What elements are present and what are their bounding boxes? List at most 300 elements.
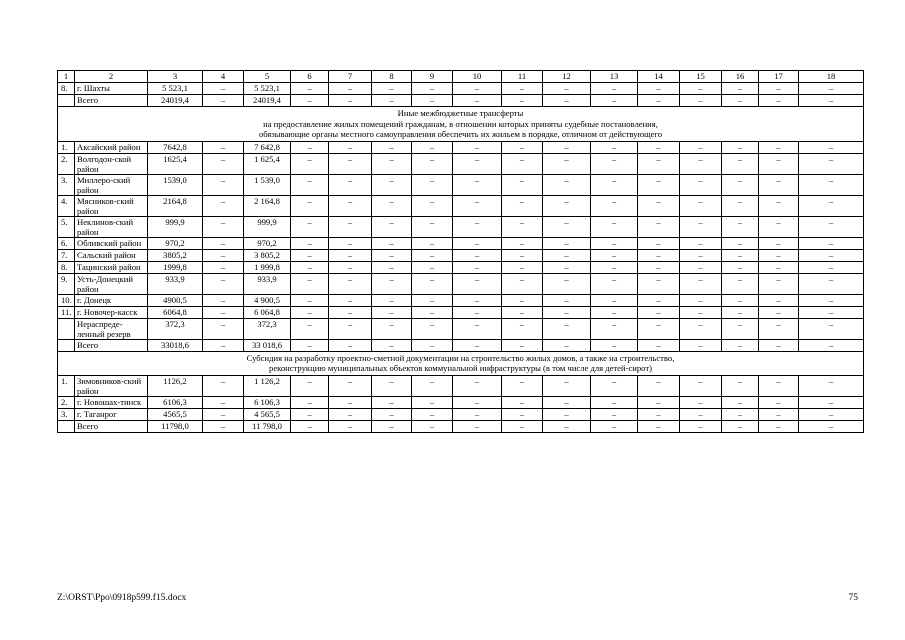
cell-dash: – — [638, 294, 680, 306]
header-cell: 8 — [372, 71, 412, 83]
cell-col4: – — [203, 83, 244, 95]
cell-dash: – — [680, 153, 722, 174]
cell-dash: – — [412, 141, 453, 153]
cell-dash: – — [799, 153, 864, 174]
cell-dash: – — [453, 318, 502, 339]
cell-dash: – — [799, 174, 864, 195]
cell-dash: – — [291, 153, 329, 174]
cell-dash: – — [680, 420, 722, 432]
cell-dash: – — [502, 306, 543, 318]
cell-dash: – — [412, 318, 453, 339]
cell-dash: – — [329, 141, 372, 153]
cell-col4: – — [203, 396, 244, 408]
row-number: 2. — [58, 396, 75, 408]
cell-dash: – — [502, 249, 543, 261]
cell-dash: – — [372, 261, 412, 273]
cell-col5: 3 805,2 — [244, 249, 291, 261]
row-name: Всего — [75, 339, 148, 351]
cell-dash: – — [638, 408, 680, 420]
cell-dash: – — [329, 273, 372, 294]
table-row — [58, 261, 864, 273]
cell-dash: – — [412, 408, 453, 420]
cell-dash: – — [329, 216, 372, 237]
cell-dash: – — [722, 216, 759, 237]
cell-dash: – — [799, 95, 864, 107]
cell-col5: 999,9 — [244, 216, 291, 237]
row-number: 7. — [58, 249, 75, 261]
cell-dash: – — [722, 273, 759, 294]
cell-dash: – — [372, 195, 412, 216]
cell-dash: – — [722, 174, 759, 195]
header-cell: 16 — [722, 71, 759, 83]
cell-dash: – — [591, 216, 638, 237]
header-cell: 4 — [203, 71, 244, 83]
table-row — [58, 339, 864, 351]
cell-dash: – — [591, 153, 638, 174]
cell-dash: – — [722, 339, 759, 351]
cell-dash: – — [722, 375, 759, 396]
cell-dash: – — [412, 396, 453, 408]
cell-dash: – — [591, 141, 638, 153]
cell-dash: – — [591, 420, 638, 432]
cell-dash: – — [799, 141, 864, 153]
cell-col5: 1 625,4 — [244, 153, 291, 174]
cell-dash: – — [638, 420, 680, 432]
cell-dash: – — [799, 195, 864, 216]
cell-dash: – — [372, 237, 412, 249]
cell-col4: – — [203, 141, 244, 153]
cell-dash: – — [329, 261, 372, 273]
cell-dash: – — [680, 318, 722, 339]
cell-dash: – — [372, 339, 412, 351]
cell-col4: – — [203, 216, 244, 237]
header-cell: 17 — [759, 71, 799, 83]
cell-dash: – — [759, 339, 799, 351]
cell-dash: – — [759, 294, 799, 306]
cell-dash: – — [502, 408, 543, 420]
cell-dash: – — [543, 95, 591, 107]
cell-col4: – — [203, 294, 244, 306]
cell-dash: – — [329, 153, 372, 174]
cell-dash: – — [291, 195, 329, 216]
cell-dash: – — [759, 153, 799, 174]
cell-dash: – — [680, 174, 722, 195]
cell-dash: – — [502, 339, 543, 351]
cell-dash: – — [799, 339, 864, 351]
cell-dash: – — [291, 396, 329, 408]
cell-dash: – — [502, 420, 543, 432]
cell-dash: – — [372, 95, 412, 107]
header-cell: 2 — [75, 71, 148, 83]
table-row — [58, 216, 864, 237]
cell-dash: – — [412, 294, 453, 306]
cell-dash: – — [372, 141, 412, 153]
cell-col4: – — [203, 174, 244, 195]
row-number: 5. — [58, 216, 75, 237]
cell-dash: – — [680, 396, 722, 408]
row-number: 3. — [58, 174, 75, 195]
cell-dash: – — [759, 249, 799, 261]
section-title: Иные межбюджетные трансферты на предоставление жилых помещений гражданам, в отношении которых приняты судебные постановления, обязывающие органы местного самоуправления обеспечить их жильем в порядке, отличном от действующего — [58, 107, 864, 142]
cell-dash: – — [591, 174, 638, 195]
row-name: г. Новошах-тинск — [75, 396, 148, 408]
row-number: 4. — [58, 195, 75, 216]
row-number: 1. — [58, 375, 75, 396]
cell-dash: – — [372, 153, 412, 174]
cell-dash: – — [502, 261, 543, 273]
cell-dash: – — [502, 153, 543, 174]
cell-dash: – — [453, 237, 502, 249]
table-row — [58, 83, 864, 95]
cell-dash: – — [680, 408, 722, 420]
cell-dash: – — [502, 318, 543, 339]
cell-dash: – — [543, 339, 591, 351]
budget-table — [57, 70, 864, 433]
row-name: Нераспреде-ленный резерв — [75, 318, 148, 339]
table-row — [58, 141, 864, 153]
table-row — [58, 237, 864, 249]
cell-col5: 1 126,2 — [244, 375, 291, 396]
cell-dash: – — [759, 375, 799, 396]
table-row — [58, 306, 864, 318]
cell-dash: – — [759, 408, 799, 420]
footer-file-path: Z:\ORST\Ppo\0918p599.f15.docx — [57, 593, 187, 603]
cell-dash: – — [759, 174, 799, 195]
cell-col3: 5 523,1 — [148, 83, 203, 95]
row-name: г. Донецк — [75, 294, 148, 306]
cell-dash: – — [680, 249, 722, 261]
cell-dash: – — [502, 141, 543, 153]
cell-dash: – — [329, 306, 372, 318]
cell-dash: – — [680, 83, 722, 95]
cell-dash: – — [638, 375, 680, 396]
cell-dash: – — [638, 174, 680, 195]
cell-col5: 6 064,8 — [244, 306, 291, 318]
cell-dash: – — [680, 237, 722, 249]
cell-dash: – — [329, 408, 372, 420]
cell-dash: – — [543, 294, 591, 306]
cell-dash: – — [638, 83, 680, 95]
cell-dash: – — [638, 261, 680, 273]
table-body — [58, 71, 864, 433]
cell-dash: – — [543, 141, 591, 153]
cell-dash: – — [329, 318, 372, 339]
cell-dash: – — [722, 261, 759, 273]
cell-dash: – — [799, 306, 864, 318]
cell-dash: – — [453, 195, 502, 216]
cell-dash: – — [329, 420, 372, 432]
cell-col3: 3805,2 — [148, 249, 203, 261]
cell-dash: – — [722, 95, 759, 107]
cell-dash: – — [543, 306, 591, 318]
cell-dash: – — [412, 216, 453, 237]
cell-dash: – — [638, 95, 680, 107]
row-name: Миллеро-ский район — [75, 174, 148, 195]
cell-dash: – — [502, 195, 543, 216]
cell-dash: – — [591, 83, 638, 95]
cell-dash: – — [372, 375, 412, 396]
cell-dash: – — [759, 83, 799, 95]
cell-dash: – — [291, 339, 329, 351]
header-cell: 15 — [680, 71, 722, 83]
cell-dash: – — [759, 216, 799, 237]
header-cell: 9 — [412, 71, 453, 83]
cell-dash: – — [543, 420, 591, 432]
cell-dash: – — [291, 306, 329, 318]
header-cell: 1 — [58, 71, 75, 83]
row-name: Неклинов-ский район — [75, 216, 148, 237]
cell-dash: – — [591, 408, 638, 420]
cell-dash: – — [759, 141, 799, 153]
cell-dash: – — [412, 375, 453, 396]
cell-col3: 4565,5 — [148, 408, 203, 420]
cell-dash: – — [638, 153, 680, 174]
cell-col4: – — [203, 375, 244, 396]
cell-dash: – — [638, 249, 680, 261]
cell-dash: – — [638, 306, 680, 318]
row-number: 9. — [58, 273, 75, 294]
cell-dash: – — [722, 237, 759, 249]
table-row — [58, 174, 864, 195]
cell-dash: – — [502, 237, 543, 249]
cell-dash: – — [680, 216, 722, 237]
cell-col4: – — [203, 195, 244, 216]
cell-dash: – — [722, 318, 759, 339]
cell-dash: – — [329, 174, 372, 195]
cell-col3: 372,3 — [148, 318, 203, 339]
cell-dash: – — [638, 237, 680, 249]
cell-dash: – — [722, 153, 759, 174]
cell-dash: – — [291, 261, 329, 273]
cell-dash: – — [759, 237, 799, 249]
cell-dash: – — [543, 174, 591, 195]
cell-dash: – — [759, 396, 799, 408]
cell-col3: 6106,3 — [148, 396, 203, 408]
cell-dash: – — [453, 153, 502, 174]
cell-dash: – — [453, 420, 502, 432]
cell-dash: – — [372, 306, 412, 318]
row-number: 8. — [58, 83, 75, 95]
cell-col3: 4900,5 — [148, 294, 203, 306]
cell-dash: – — [680, 95, 722, 107]
cell-col5: 4 900,5 — [244, 294, 291, 306]
cell-dash: – — [722, 294, 759, 306]
section-title-row — [58, 351, 864, 375]
cell-dash: – — [502, 95, 543, 107]
cell-dash: – — [412, 83, 453, 95]
row-name: Усть-Донецкий район — [75, 273, 148, 294]
header-cell: 7 — [329, 71, 372, 83]
cell-col3: 1999,8 — [148, 261, 203, 273]
row-name: Зимовников-ский район — [75, 375, 148, 396]
cell-col4: – — [203, 306, 244, 318]
cell-dash: – — [591, 396, 638, 408]
header-cell: 6 — [291, 71, 329, 83]
cell-dash: – — [799, 420, 864, 432]
cell-dash: – — [291, 216, 329, 237]
cell-dash: – — [543, 216, 591, 237]
row-number: 2. — [58, 153, 75, 174]
cell-dash: – — [591, 306, 638, 318]
cell-dash: – — [291, 375, 329, 396]
header-cell: 10 — [453, 71, 502, 83]
cell-col5: 2 164,8 — [244, 195, 291, 216]
cell-dash: – — [543, 249, 591, 261]
table-row — [58, 408, 864, 420]
cell-dash: – — [291, 408, 329, 420]
cell-col4: – — [203, 237, 244, 249]
cell-col3: 970,2 — [148, 237, 203, 249]
cell-dash: – — [291, 237, 329, 249]
cell-dash: – — [680, 141, 722, 153]
header-cell: 5 — [244, 71, 291, 83]
cell-dash: – — [591, 375, 638, 396]
cell-dash: – — [291, 141, 329, 153]
cell-col3: 1539,0 — [148, 174, 203, 195]
cell-dash: – — [543, 261, 591, 273]
cell-dash: – — [799, 273, 864, 294]
cell-dash: – — [722, 195, 759, 216]
cell-dash: – — [799, 249, 864, 261]
table-row — [58, 294, 864, 306]
row-name: Сальский район — [75, 249, 148, 261]
cell-dash: – — [722, 306, 759, 318]
cell-dash: – — [759, 306, 799, 318]
cell-dash: – — [502, 375, 543, 396]
table-row — [58, 318, 864, 339]
row-number — [58, 318, 75, 339]
cell-dash: – — [291, 174, 329, 195]
cell-dash: – — [591, 294, 638, 306]
cell-dash: – — [412, 237, 453, 249]
cell-dash: – — [591, 339, 638, 351]
cell-dash: – — [412, 420, 453, 432]
cell-col3: 33018,6 — [148, 339, 203, 351]
cell-dash: – — [722, 396, 759, 408]
cell-dash: – — [372, 396, 412, 408]
cell-col3: 11798,0 — [148, 420, 203, 432]
cell-dash: – — [543, 237, 591, 249]
table-row — [58, 249, 864, 261]
cell-col3: 24019,4 — [148, 95, 203, 107]
row-name: Тацинский район — [75, 261, 148, 273]
table-row — [58, 273, 864, 294]
row-number — [58, 339, 75, 351]
cell-col5: 24019,4 — [244, 95, 291, 107]
table-row — [58, 375, 864, 396]
cell-dash: – — [638, 195, 680, 216]
cell-col5: 4 565,5 — [244, 408, 291, 420]
cell-dash: – — [591, 261, 638, 273]
cell-dash: – — [638, 318, 680, 339]
cell-dash: – — [502, 273, 543, 294]
cell-dash: – — [329, 375, 372, 396]
cell-dash: – — [502, 294, 543, 306]
cell-dash: – — [329, 237, 372, 249]
cell-dash: – — [412, 249, 453, 261]
cell-dash: – — [638, 141, 680, 153]
cell-dash: – — [329, 294, 372, 306]
cell-dash: – — [543, 396, 591, 408]
row-name: г. Таганрог — [75, 408, 148, 420]
row-name: Волгодон-ской район — [75, 153, 148, 174]
cell-dash: – — [502, 174, 543, 195]
cell-dash: – — [291, 83, 329, 95]
cell-dash: – — [291, 249, 329, 261]
cell-dash: – — [799, 83, 864, 95]
cell-col5: 1 539,0 — [244, 174, 291, 195]
row-name: Всего — [75, 95, 148, 107]
cell-dash: – — [412, 153, 453, 174]
cell-col5: 933,9 — [244, 273, 291, 294]
cell-dash: – — [329, 396, 372, 408]
cell-dash: – — [329, 83, 372, 95]
header-cell: 13 — [591, 71, 638, 83]
cell-dash: – — [412, 174, 453, 195]
cell-dash: – — [722, 83, 759, 95]
cell-dash: – — [453, 141, 502, 153]
cell-col4: – — [203, 95, 244, 107]
cell-col5: 970,2 — [244, 237, 291, 249]
cell-dash: – — [591, 237, 638, 249]
table-row — [58, 95, 864, 107]
cell-dash: – — [291, 95, 329, 107]
row-number: 3. — [58, 408, 75, 420]
cell-dash: – — [543, 375, 591, 396]
cell-dash: – — [412, 306, 453, 318]
cell-dash: – — [291, 420, 329, 432]
header-cell: 18 — [799, 71, 864, 83]
cell-dash: – — [680, 306, 722, 318]
cell-dash: – — [412, 273, 453, 294]
cell-col4: – — [203, 318, 244, 339]
cell-col3: 1126,2 — [148, 375, 203, 396]
cell-dash: – — [543, 195, 591, 216]
cell-dash: – — [759, 195, 799, 216]
cell-dash: – — [453, 294, 502, 306]
cell-dash: – — [372, 318, 412, 339]
cell-dash: – — [453, 174, 502, 195]
cell-dash: – — [799, 408, 864, 420]
section-title-row — [58, 107, 864, 142]
row-name: Обливский район — [75, 237, 148, 249]
cell-dash: – — [502, 396, 543, 408]
cell-dash: – — [291, 273, 329, 294]
cell-dash: – — [329, 249, 372, 261]
cell-dash: – — [638, 339, 680, 351]
row-name: г. Шахты — [75, 83, 148, 95]
cell-dash: – — [543, 273, 591, 294]
header-row — [58, 71, 864, 83]
cell-col4: – — [203, 273, 244, 294]
cell-col3: 1625,4 — [148, 153, 203, 174]
cell-dash: – — [329, 339, 372, 351]
cell-dash: – — [591, 195, 638, 216]
cell-dash: – — [759, 261, 799, 273]
cell-dash: – — [453, 396, 502, 408]
cell-dash: – — [680, 261, 722, 273]
cell-dash: – — [722, 141, 759, 153]
cell-dash: – — [638, 216, 680, 237]
cell-dash: – — [638, 396, 680, 408]
cell-dash: – — [412, 339, 453, 351]
cell-dash: – — [372, 216, 412, 237]
cell-dash: – — [453, 83, 502, 95]
cell-dash: – — [680, 273, 722, 294]
cell-col4: – — [203, 408, 244, 420]
cell-dash: – — [722, 249, 759, 261]
header-cell: 3 — [148, 71, 203, 83]
